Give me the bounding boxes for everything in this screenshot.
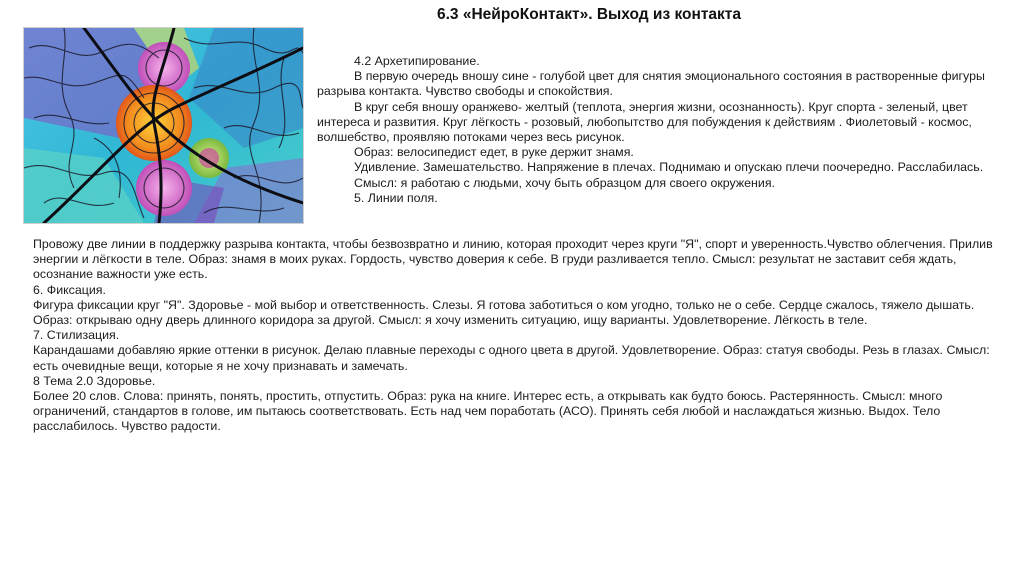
upper-text-block (317, 54, 989, 206)
paragraph-blue-color: В первую очередь вношу сине - голубой цвет для снятия эмоционального состояния в растворенные фигуры разрыва контакта. Чувство свободы и спокойствия. (317, 69, 985, 99)
paragraph-fixation-description: Фигура фиксации круг "Я". Здоровье - мой выбор и ответственность. Слезы. Я готова заботиться о ком угодно, только не о себе. Сердце сжалось, тяжело дышать. Образ: открываю одну дверь длинного коридора за другой. Смысл: я хочу изменить ситуацию, ищу варианты. Удовлетворение. Лёгкость в теле. (33, 297, 975, 328)
paragraph-archetyping-heading: 4.2 Архетипирование. (354, 54, 480, 68)
paragraph-topic-health-heading: 8 Тема 2.0 Здоровье. (33, 373, 156, 388)
paragraph-stylization-heading: 7. Стилизация. (33, 328, 120, 343)
paragraph-field-lines-heading: 5. Линии поля. (354, 190, 438, 205)
paragraph-self-circle: В круг себя вношу оранжево- желтый (теплота, энергия жизни, осознанность). Круг спорта - зеленый, цвет интереса и развития. Круг лёгкость - розовый, любопытство для побуждения к действиям . Фиолетовый - космос, волшебство, проявляю потоками через весь рисунок. (317, 99, 972, 145)
neurographic-painting-image (23, 27, 304, 224)
slide-title: 6.3 «НейроКонтакт». Выход из контакта (437, 6, 742, 23)
paragraph-meaning: Смысл: я работаю с людьми, хочу быть образцом для своего окружения. (354, 175, 775, 190)
paragraph-stylization-description: Карандашами добавляю яркие оттенки в рисунок. Делаю плавные переходы с одного цвета в другой. Удовлетворение. Образ: статуя свободы. Резь в глазах. Смысл: есть очевидные вещи, которые я не хочу признавать и замечать. (33, 343, 990, 373)
lower-text-block (33, 237, 993, 435)
paragraph-topic-health-description: Более 20 слов. Слова: принять, понять, простить, отпустить. Образ: рука на книге. Интерес есть, а открывать как будто боюсь. Растерянность. Смысл: много ограничений, стандартов в голове, им пытаюсь соответствовать. Есть над чем поработать (АСО). Принять себя любой и наслаждаться жизнью. Выдох. Тело расслабилось. Чувство радости. (33, 389, 943, 434)
paragraph-lines-description: Провожу две линии в поддержку разрыва контакта, чтобы безвозвратно и линию, которая проходит через круги "Я", спорт и уверенность.Чувство облегчения. Прилив энергии и лёгкости в теле. Образ: знамя в моих руках. Гордость, чувство доверия к себе. В груди разливается тепло. Смысл: результат не заставит себя ждать, осознание важности уже есть. (33, 237, 993, 282)
paragraph-fixation-heading: 6. Фиксация. (33, 282, 106, 297)
paragraph-image-cyclist: Образ: велосипедист едет, в руке держит знамя. (354, 145, 634, 160)
paragraph-surprise: Удивление. Замешательство. Напряжение в плечах. Поднимаю и опускаю плечи поочередно. Расслабилась. (354, 160, 984, 175)
